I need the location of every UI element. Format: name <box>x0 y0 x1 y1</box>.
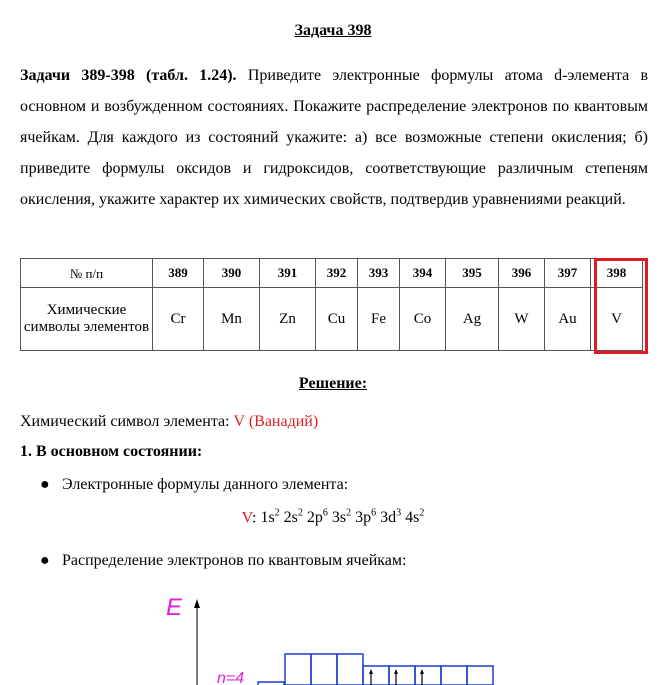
table-cell-num: 391 <box>260 259 316 288</box>
table-cell-symbol: Zn <box>260 288 316 351</box>
formula-term: $3s^2$ <box>331 508 352 527</box>
table-cell-num: 389 <box>153 259 204 288</box>
formula-term: $2p^6$ <box>306 508 328 527</box>
table-row-label: Химические символы элементов <box>21 288 153 351</box>
bullet-dot-icon: ● <box>40 552 50 569</box>
formula-term: $4s^2$ <box>405 508 425 527</box>
task-statement <box>20 60 648 215</box>
ground-state-heading: 1. В основном состоянии: <box>20 443 203 460</box>
formula-term: $3d^3$ <box>380 508 402 527</box>
table-cell-symbol: V <box>591 288 643 351</box>
orbital-diagram <box>0 585 666 685</box>
table-cell-num: 396 <box>499 259 545 288</box>
table-cell-symbol: W <box>499 288 545 351</box>
table-header-row <box>21 259 643 288</box>
table-cell-num: 392 <box>316 259 358 288</box>
orbital-cell <box>415 666 441 685</box>
element-symbol-value: V (Ванадий) <box>233 413 319 430</box>
formula-term: $2s^2$ <box>283 508 303 527</box>
arrow-head-icon <box>394 669 398 674</box>
orbital-cell <box>441 666 467 685</box>
table-cell-num: 397 <box>545 259 591 288</box>
element-symbol-label: Химический символ элемента: <box>20 413 234 430</box>
task-text: Приведите электронные формулы атома d-элемента в основном и возбужденном состояниях. Покажите распределение электронов по квантовым ячейкам. Для каждого из состояний укажите: а) все возможные степени окисления; б) приведите формулы оксидов и гидроксидов, соответствующие различным степеням окисления, укажите характер их химических свойств, подтвердив уравнениями реакций. <box>20 67 648 208</box>
table-cell-symbol: Mn <box>204 288 260 351</box>
table-cell-symbol: Fe <box>358 288 400 351</box>
orbital-cell <box>467 666 493 685</box>
bullet-formulas-text: Электронные формулы данного элемента: <box>62 476 349 493</box>
table-header-label: № п/п <box>21 259 153 288</box>
solution-title: Решение: <box>298 375 368 392</box>
table-symbols-row <box>21 288 643 351</box>
orbital-cell <box>389 666 415 685</box>
arrow-head-icon <box>369 669 373 674</box>
table-cell-symbol: Ag <box>446 288 499 351</box>
orbital-cell <box>363 666 389 685</box>
orbital-cells <box>258 654 493 685</box>
orbital-cell <box>337 654 363 685</box>
bullet-formulas <box>40 476 348 494</box>
orbital-cell <box>285 654 311 685</box>
electron-formula <box>0 508 666 527</box>
table-cell-num: 398 <box>591 259 643 288</box>
table-cell-symbol: Cr <box>153 288 204 351</box>
table-cell-symbol: Au <box>545 288 591 351</box>
bullet-distribution <box>40 552 406 570</box>
table-cell-num: 395 <box>446 259 499 288</box>
formula-term: $3p^6$ <box>355 508 377 527</box>
arrow-head-icon <box>420 669 424 674</box>
table-cell-symbol: Co <box>400 288 446 351</box>
orbital-cell <box>311 654 337 685</box>
bullet-distribution-text: Распределение электронов по квантовым ячейкам: <box>62 552 407 569</box>
table-cell-num: 393 <box>358 259 400 288</box>
energy-axis-label: E <box>166 594 183 621</box>
task-lead: Задачи 389-398 (табл. 1.24). <box>20 67 237 84</box>
level-label: n=4 <box>217 670 245 685</box>
formula-element: V <box>241 509 252 527</box>
formula-sep: : <box>251 509 261 527</box>
bullet-dot-icon: ● <box>40 476 50 493</box>
formula-term: $1s^2$ <box>260 508 280 527</box>
energy-axis-arrow-icon <box>194 599 200 608</box>
table-cell-num: 394 <box>400 259 446 288</box>
element-symbol-line <box>20 413 318 431</box>
table-cell-symbol: Cu <box>316 288 358 351</box>
page-title: Задача 398 <box>294 22 372 39</box>
elements-table <box>20 258 643 351</box>
table-cell-num: 390 <box>204 259 260 288</box>
